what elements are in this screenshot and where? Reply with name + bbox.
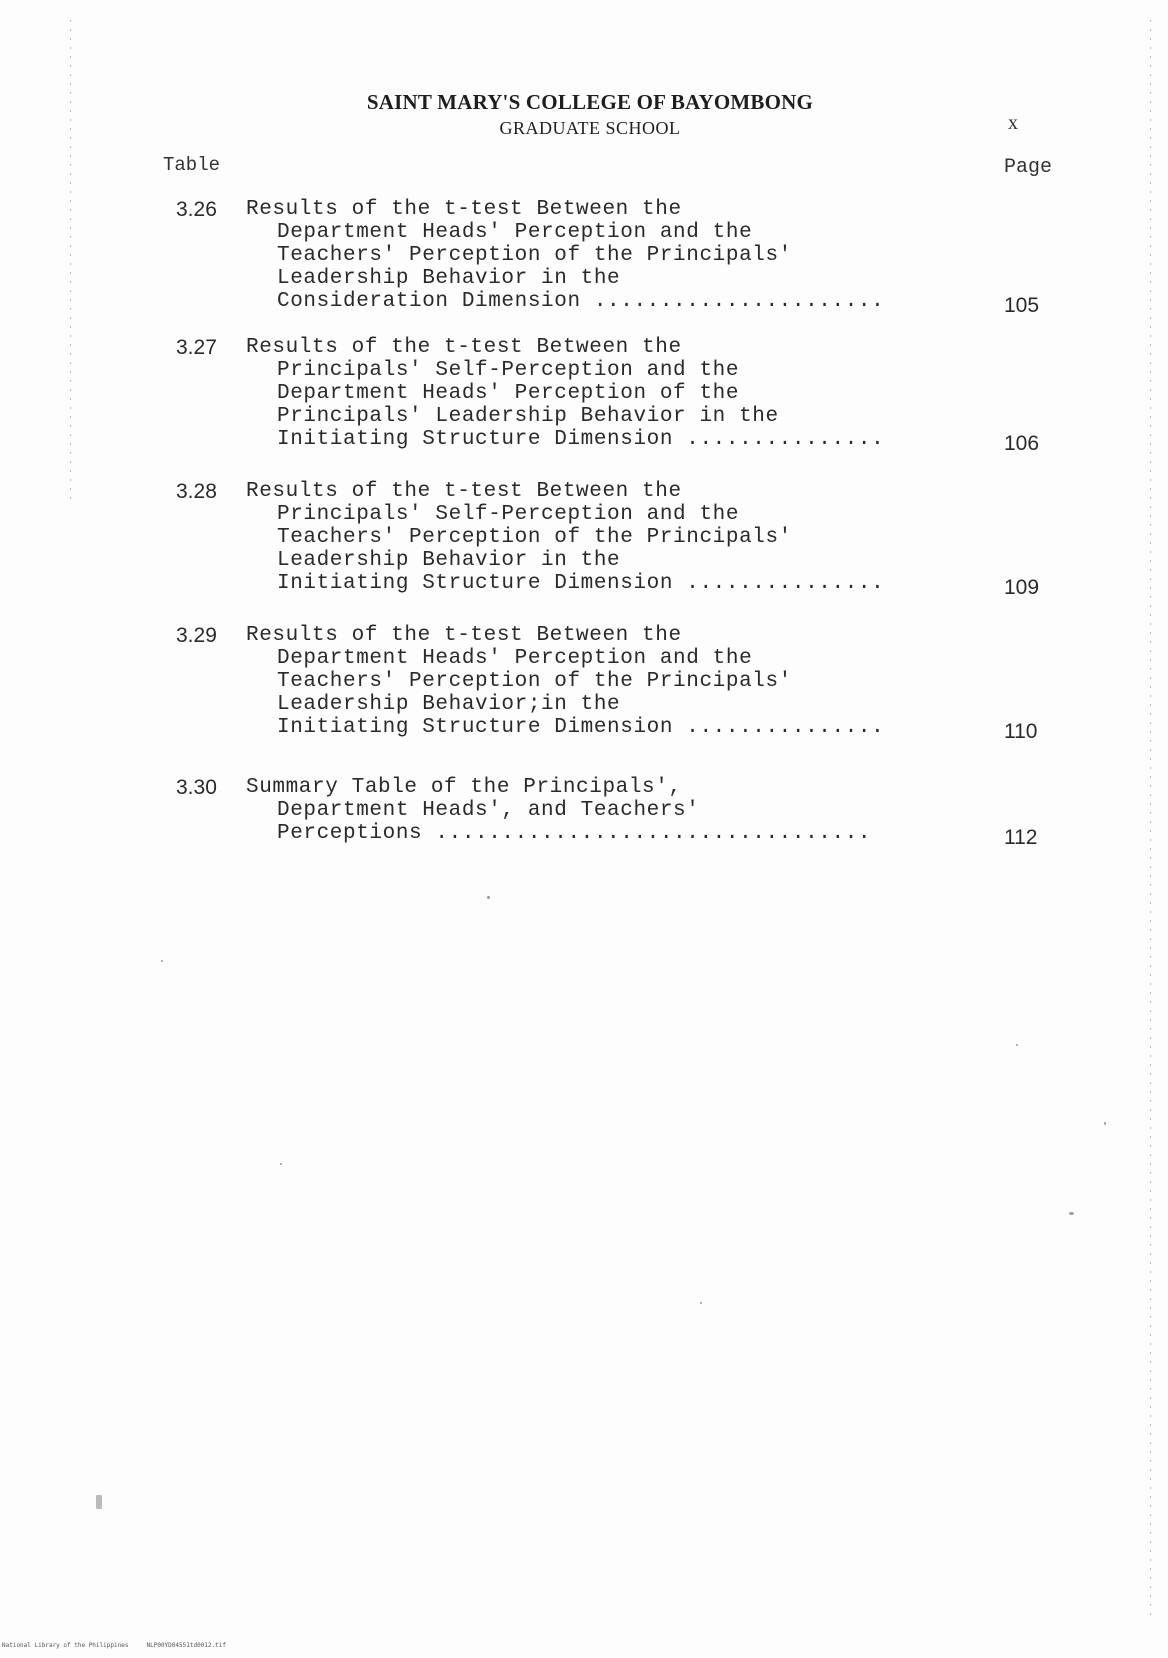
entry-line: Department Heads' Perception and the (277, 647, 753, 670)
entry-number: 3.29 (176, 624, 217, 647)
scan-edge-right (1150, 20, 1151, 1620)
entry-line: Principals' Self-Perception and the (277, 359, 740, 382)
entry-page: 105 (1004, 294, 1040, 317)
entry-line: Initiating Structure Dimension ............... (277, 572, 885, 595)
column-header-page: Page (1004, 156, 1053, 179)
entry-line: Results of the t-test Between the (246, 198, 682, 221)
page-number: x (1008, 112, 1018, 134)
entry-line: Initiating Structure Dimension ............... (277, 716, 885, 739)
entry-line: Leadership Behavior;in the (277, 693, 621, 716)
entry-page: 109 (1004, 576, 1040, 599)
entry-line: Leadership Behavior in the (277, 549, 621, 572)
scan-speck (487, 896, 490, 899)
scan-speck (1104, 1122, 1106, 1125)
entry-line: Teachers' Perception of the Principals' (277, 526, 792, 549)
scan-speck (161, 960, 163, 962)
entry-number: 3.27 (176, 336, 217, 359)
entry-line: Teachers' Perception of the Principals' (277, 244, 792, 267)
scan-speck (280, 1163, 282, 1165)
entry-line: Department Heads' Perception of the (277, 382, 740, 405)
entry-page: 110 (1004, 720, 1038, 743)
entry-number: 3.30 (176, 776, 217, 799)
entry-line: Summary Table of the Principals', (246, 776, 682, 799)
entry-line: Principals' Self-Perception and the (277, 503, 740, 526)
entry-line: Teachers' Perception of the Principals' (277, 670, 792, 693)
entry-number: 3.26 (176, 198, 217, 221)
scan-speck (1016, 1044, 1018, 1046)
entry-line: Leadership Behavior in the (277, 267, 621, 290)
entry-line: Department Heads', and Teachers' (277, 799, 700, 822)
archive-footer: National Library of the Philippines NLP00YD04551td0012.tif (2, 1642, 226, 1649)
school-name: GRADUATE SCHOOL (499, 118, 681, 138)
column-header-table: Table (163, 154, 221, 176)
entry-line: Principals' Leadership Behavior in the (277, 405, 779, 428)
scan-edge-left (70, 20, 71, 500)
entry-page: 106 (1004, 432, 1040, 455)
entry-line: Consideration Dimension ...................... (277, 290, 885, 313)
scan-speck (700, 1302, 702, 1304)
institution-name: SAINT MARY'S COLLEGE OF BAYOMBONG (366, 90, 814, 114)
entry-line: Perceptions ................................. (277, 822, 872, 845)
entry-line: Results of the t-test Between the (246, 480, 682, 503)
entry-line: Results of the t-test Between the (246, 336, 682, 359)
entry-line: Department Heads' Perception and the (277, 221, 753, 244)
entry-page: 112 (1004, 826, 1038, 849)
entry-line: Results of the t-test Between the (246, 624, 682, 647)
entry-line: Initiating Structure Dimension ............... (277, 428, 885, 451)
scan-speck (1069, 1212, 1074, 1215)
scan-speck (96, 1495, 102, 1509)
entry-number: 3.28 (176, 480, 217, 503)
